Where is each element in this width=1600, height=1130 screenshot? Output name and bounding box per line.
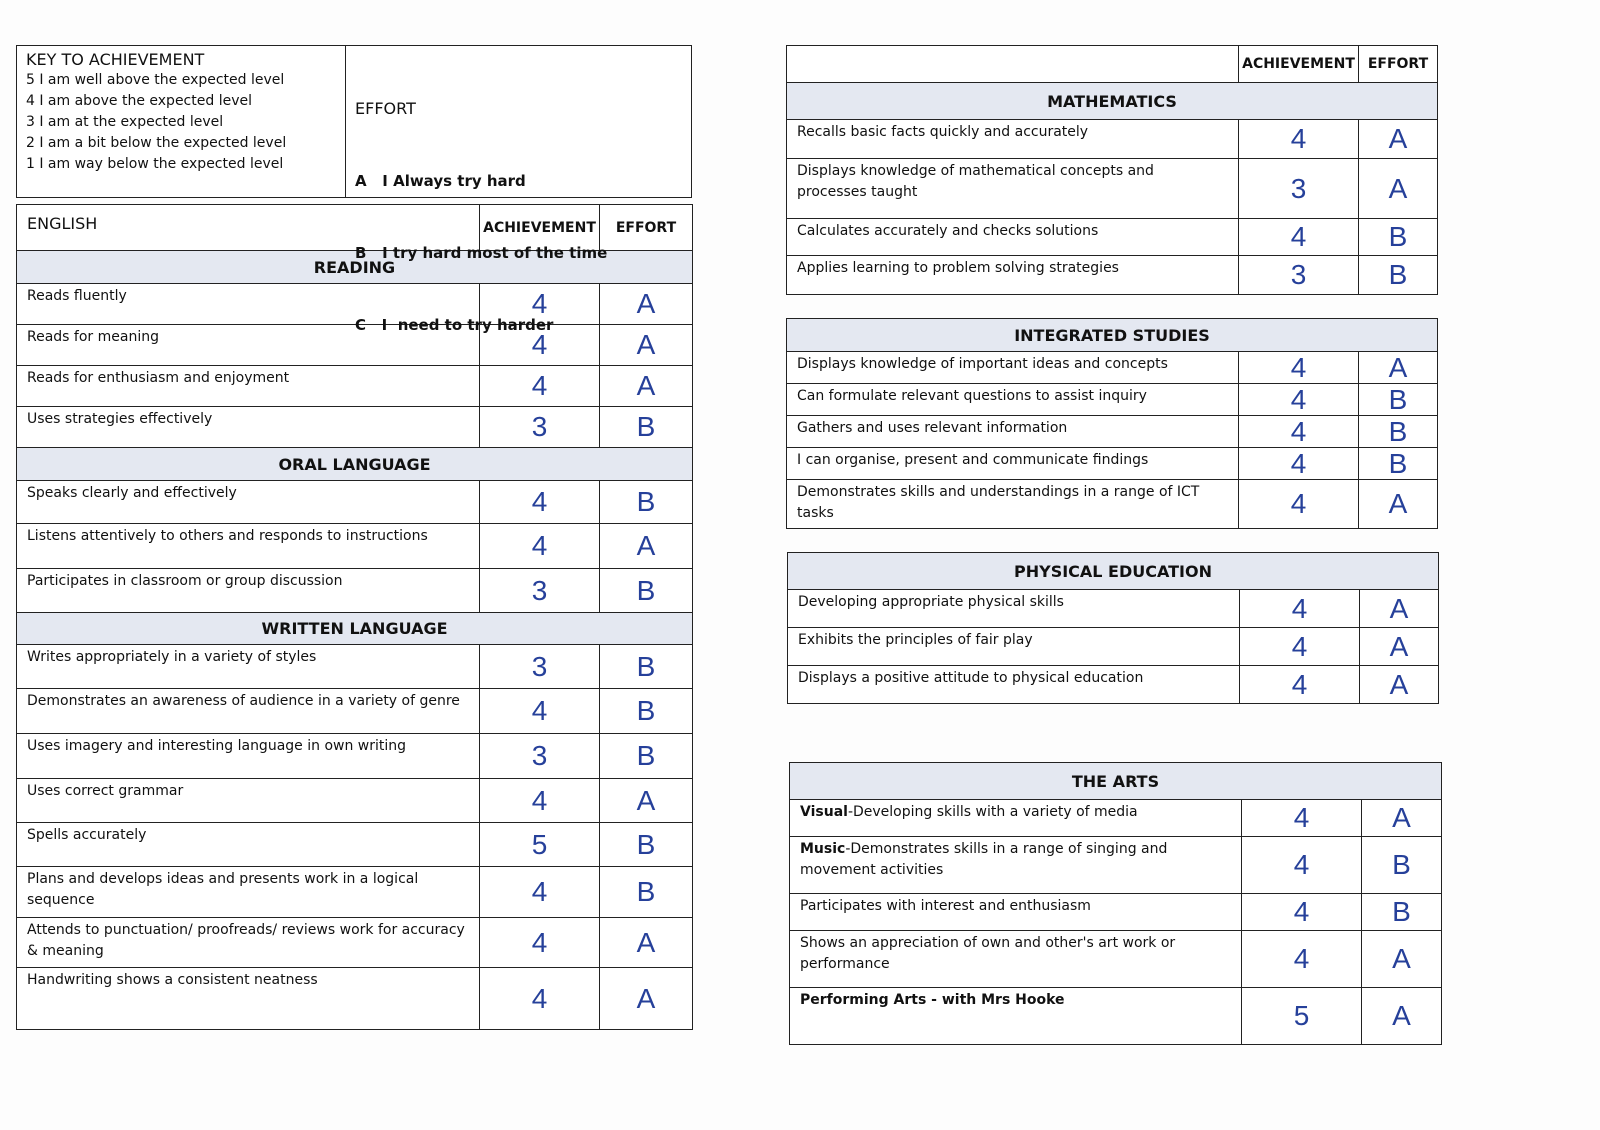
achievement-grade: 3 (1238, 159, 1358, 218)
criterion-text: Developing appropriate physical skills (798, 594, 1064, 610)
achievement-grade: 4 (1238, 480, 1358, 528)
table-row (17, 866, 692, 917)
achievement-grade: 4 (479, 689, 599, 733)
achievement-grade: 4 (1238, 352, 1358, 383)
achievement-grade: 3 (479, 734, 599, 778)
achievement-grade: 3 (479, 569, 599, 612)
achievement-grade: 3 (1238, 256, 1358, 294)
criterion-text: Writes appropriately in a variety of styles (27, 649, 317, 665)
criterion (17, 823, 479, 866)
achievement-header: ACHIEVEMENT (1238, 46, 1358, 82)
criterion-text: Uses strategies effectively (27, 411, 213, 427)
achievement-header: ACHIEVEMENT (479, 205, 599, 250)
achievement-grade: 4 (1238, 219, 1358, 255)
criterion-text: Shows an appreciation of own and other's art work or performance (800, 935, 1176, 972)
criterion-text: Calculates accurately and checks solutions (797, 223, 1099, 239)
criterion-text: Reads for enthusiasm and enjoyment (27, 370, 290, 386)
criterion-text: Exhibits the principles of fair play (798, 632, 1033, 648)
achievement-grade: 4 (1239, 628, 1359, 665)
achievement-level: 4 I am above the expected level (26, 93, 252, 109)
criterion-bold-label: Performing Arts - with Mrs Hooke (800, 992, 1065, 1008)
criterion (17, 689, 479, 733)
effort-grade: A (599, 366, 692, 406)
criterion (787, 384, 1238, 415)
table-row (17, 822, 692, 866)
criterion-bold-label: Music (800, 841, 846, 857)
effort-header: EFFORT (599, 205, 692, 250)
criterion (17, 968, 479, 1029)
table-row (17, 917, 692, 967)
effort-grade: B (1358, 416, 1437, 447)
criterion-text: Demonstrates an awareness of audience in a variety of genre (27, 693, 460, 709)
effort-grade: B (599, 645, 692, 688)
table-row (790, 893, 1441, 930)
achievement-grade: 4 (1241, 894, 1361, 930)
achievement-grade: 4 (479, 481, 599, 523)
criterion-text: Reads fluently (27, 288, 127, 304)
achievement-grade: 4 (1241, 931, 1361, 987)
criterion (17, 407, 479, 447)
table-row (17, 523, 692, 568)
criterion (787, 448, 1238, 479)
effort-grade: B (1361, 894, 1441, 930)
table-row (787, 415, 1437, 447)
criterion-text: Reads for meaning (27, 329, 159, 345)
criterion (790, 894, 1241, 930)
criterion (17, 918, 479, 967)
table-row (787, 351, 1437, 383)
effort-grade: A (599, 284, 692, 324)
table-row (788, 665, 1438, 703)
integrated-studies-table (786, 318, 1438, 529)
table-row (787, 479, 1437, 528)
effort-level: B I try hard most of the time (355, 244, 608, 262)
criterion-text: Gathers and uses relevant information (797, 420, 1068, 436)
effort-header: EFFORT (1358, 46, 1437, 82)
criterion (790, 931, 1241, 987)
effort-grade: B (1361, 837, 1441, 893)
criterion-text: Uses correct grammar (27, 783, 184, 799)
criterion (788, 666, 1239, 703)
criterion (17, 569, 479, 612)
table-row (787, 255, 1437, 294)
table-row (787, 383, 1437, 415)
effort-grade: A (1359, 666, 1438, 703)
achievement-grade: 4 (1238, 384, 1358, 415)
mathematics-table (786, 45, 1438, 295)
table-row (790, 930, 1441, 987)
criterion (787, 219, 1238, 255)
physical-education-table (787, 552, 1439, 704)
criterion (17, 867, 479, 917)
achievement-grade: 4 (1238, 416, 1358, 447)
criterion-text: Participates in classroom or group discussion (27, 573, 343, 589)
achievement-level: 1 I am way below the expected level (26, 156, 284, 172)
effort-level: A I Always try hard (355, 172, 526, 190)
achievement-grade: 5 (1241, 988, 1361, 1044)
criterion-text: Demonstrates skills and understandings in a range of ICT tasks (797, 484, 1200, 521)
effort-level: C I need to try harder (355, 316, 554, 334)
effort-grade: A (599, 918, 692, 967)
achievement-grade: 4 (479, 918, 599, 967)
table-row (17, 688, 692, 733)
effort-grade: A (1361, 931, 1441, 987)
achievement-grade: 4 (1241, 837, 1361, 893)
table-row (787, 158, 1437, 218)
achievement-level: 3 I am at the expected level (26, 114, 224, 130)
effort-grade: A (1359, 628, 1438, 665)
table-header-row (787, 46, 1437, 82)
criterion (17, 779, 479, 822)
effort-grade: A (599, 779, 692, 822)
achievement-grade: 3 (479, 645, 599, 688)
effort-grade: A (1359, 590, 1438, 627)
table-row (17, 480, 692, 523)
effort-grade: B (599, 734, 692, 778)
section-band: PHYSICAL EDUCATION (788, 553, 1438, 589)
achievement-level: 5 I am well above the expected level (26, 72, 285, 88)
subject-title (787, 46, 1238, 82)
criterion-text: Displays knowledge of important ideas and concepts (797, 356, 1168, 372)
table-row (790, 836, 1441, 893)
criterion (790, 988, 1241, 1044)
section-band: WRITTEN LANGUAGE (17, 612, 692, 644)
table-row (17, 967, 692, 1029)
achievement-key (17, 46, 346, 197)
effort-grade: B (599, 867, 692, 917)
achievement-grade: 4 (1241, 800, 1361, 836)
effort-grade: B (1358, 384, 1437, 415)
table-row (17, 778, 692, 822)
effort-key-title: EFFORT (355, 99, 416, 118)
criterion-text: -Demonstrates skills in a range of singing and movement activities (800, 841, 1168, 878)
criterion (790, 800, 1241, 836)
section-band: READING (17, 250, 692, 283)
criterion (787, 256, 1238, 294)
achievement-grade: 4 (479, 284, 599, 324)
criterion-text: Can formulate relevant questions to assist inquiry (797, 388, 1147, 404)
effort-grade: B (599, 481, 692, 523)
achievement-grade: 4 (1239, 666, 1359, 703)
table-row (787, 218, 1437, 255)
criterion (787, 352, 1238, 383)
the-arts-table (789, 762, 1442, 1045)
criterion-text: ENGLISH (27, 214, 98, 233)
achievement-grade: 4 (479, 325, 599, 365)
achievement-grade: 4 (1239, 590, 1359, 627)
criterion (788, 628, 1239, 665)
criterion-text: Displays knowledge of mathematical concepts and processes taught (797, 163, 1154, 200)
effort-grade: A (1358, 120, 1437, 158)
criterion (787, 159, 1238, 218)
criterion-text: I can organise, present and communicate findings (797, 452, 1149, 468)
effort-grade: B (599, 823, 692, 866)
table-row (17, 406, 692, 447)
effort-grade: B (599, 569, 692, 612)
effort-grade: A (1361, 988, 1441, 1044)
section-band: THE ARTS (790, 763, 1441, 799)
criterion (787, 416, 1238, 447)
table-row (17, 644, 692, 688)
criterion-text: Applies learning to problem solving strategies (797, 260, 1119, 276)
criterion (787, 120, 1238, 158)
criterion-text: Speaks clearly and effectively (27, 485, 237, 501)
criterion (17, 481, 479, 523)
effort-grade: B (1358, 256, 1437, 294)
table-row (787, 447, 1437, 479)
criterion-bold-label: Visual (800, 804, 848, 820)
criterion-text: Recalls basic facts quickly and accurately (797, 124, 1089, 140)
table-row (17, 733, 692, 778)
table-row (788, 627, 1438, 665)
criterion (790, 837, 1241, 893)
effort-grade: A (599, 968, 692, 1029)
table-row (788, 589, 1438, 627)
criterion-text: Attends to punctuation/ proofreads/ reviews work for accuracy & meaning (27, 922, 465, 959)
section-band: INTEGRATED STUDIES (787, 319, 1437, 351)
achievement-level: 2 I am a bit below the expected level (26, 135, 287, 151)
achievement-grade: 5 (479, 823, 599, 866)
achievement-grade: 4 (479, 779, 599, 822)
effort-grade: A (1361, 800, 1441, 836)
criterion-text: Spells accurately (27, 827, 147, 843)
effort-grade: B (1358, 448, 1437, 479)
criterion (788, 590, 1239, 627)
criterion (17, 524, 479, 568)
table-row (17, 568, 692, 612)
criterion (17, 734, 479, 778)
effort-grade: A (1358, 480, 1437, 528)
table-row (790, 799, 1441, 836)
effort-grade: B (1358, 219, 1437, 255)
effort-grade: A (1358, 159, 1437, 218)
section-band: ORAL LANGUAGE (17, 447, 692, 480)
achievement-grade: 4 (1238, 448, 1358, 479)
criterion-text: Uses imagery and interesting language in own writing (27, 738, 407, 754)
effort-grade: B (599, 689, 692, 733)
achievement-grade: 4 (1238, 120, 1358, 158)
achievement-grade: 4 (479, 366, 599, 406)
effort-grade: A (599, 524, 692, 568)
achievement-grade: 4 (479, 524, 599, 568)
criterion-text: Listens attentively to others and responds to instructions (27, 528, 428, 544)
criterion-text: Plans and develops ideas and presents work in a logical sequence (27, 871, 419, 908)
effort-grade: A (599, 325, 692, 365)
effort-grade: A (1358, 352, 1437, 383)
criterion-text: Participates with interest and enthusiasm (800, 898, 1091, 914)
criterion (787, 480, 1238, 528)
achievement-key-title: KEY TO ACHIEVEMENT (26, 50, 205, 69)
criterion-text: -Developing skills with a variety of media (847, 804, 1138, 820)
achievement-grade: 4 (479, 968, 599, 1029)
criterion (17, 645, 479, 688)
criterion-text: Displays a positive attitude to physical education (798, 670, 1144, 686)
criterion-text: Handwriting shows a consistent neatness (27, 972, 318, 988)
section-band: MATHEMATICS (787, 82, 1437, 119)
achievement-grade: 4 (479, 867, 599, 917)
effort-grade: B (599, 407, 692, 447)
achievement-grade: 3 (479, 407, 599, 447)
table-row (787, 119, 1437, 158)
table-row (790, 987, 1441, 1044)
